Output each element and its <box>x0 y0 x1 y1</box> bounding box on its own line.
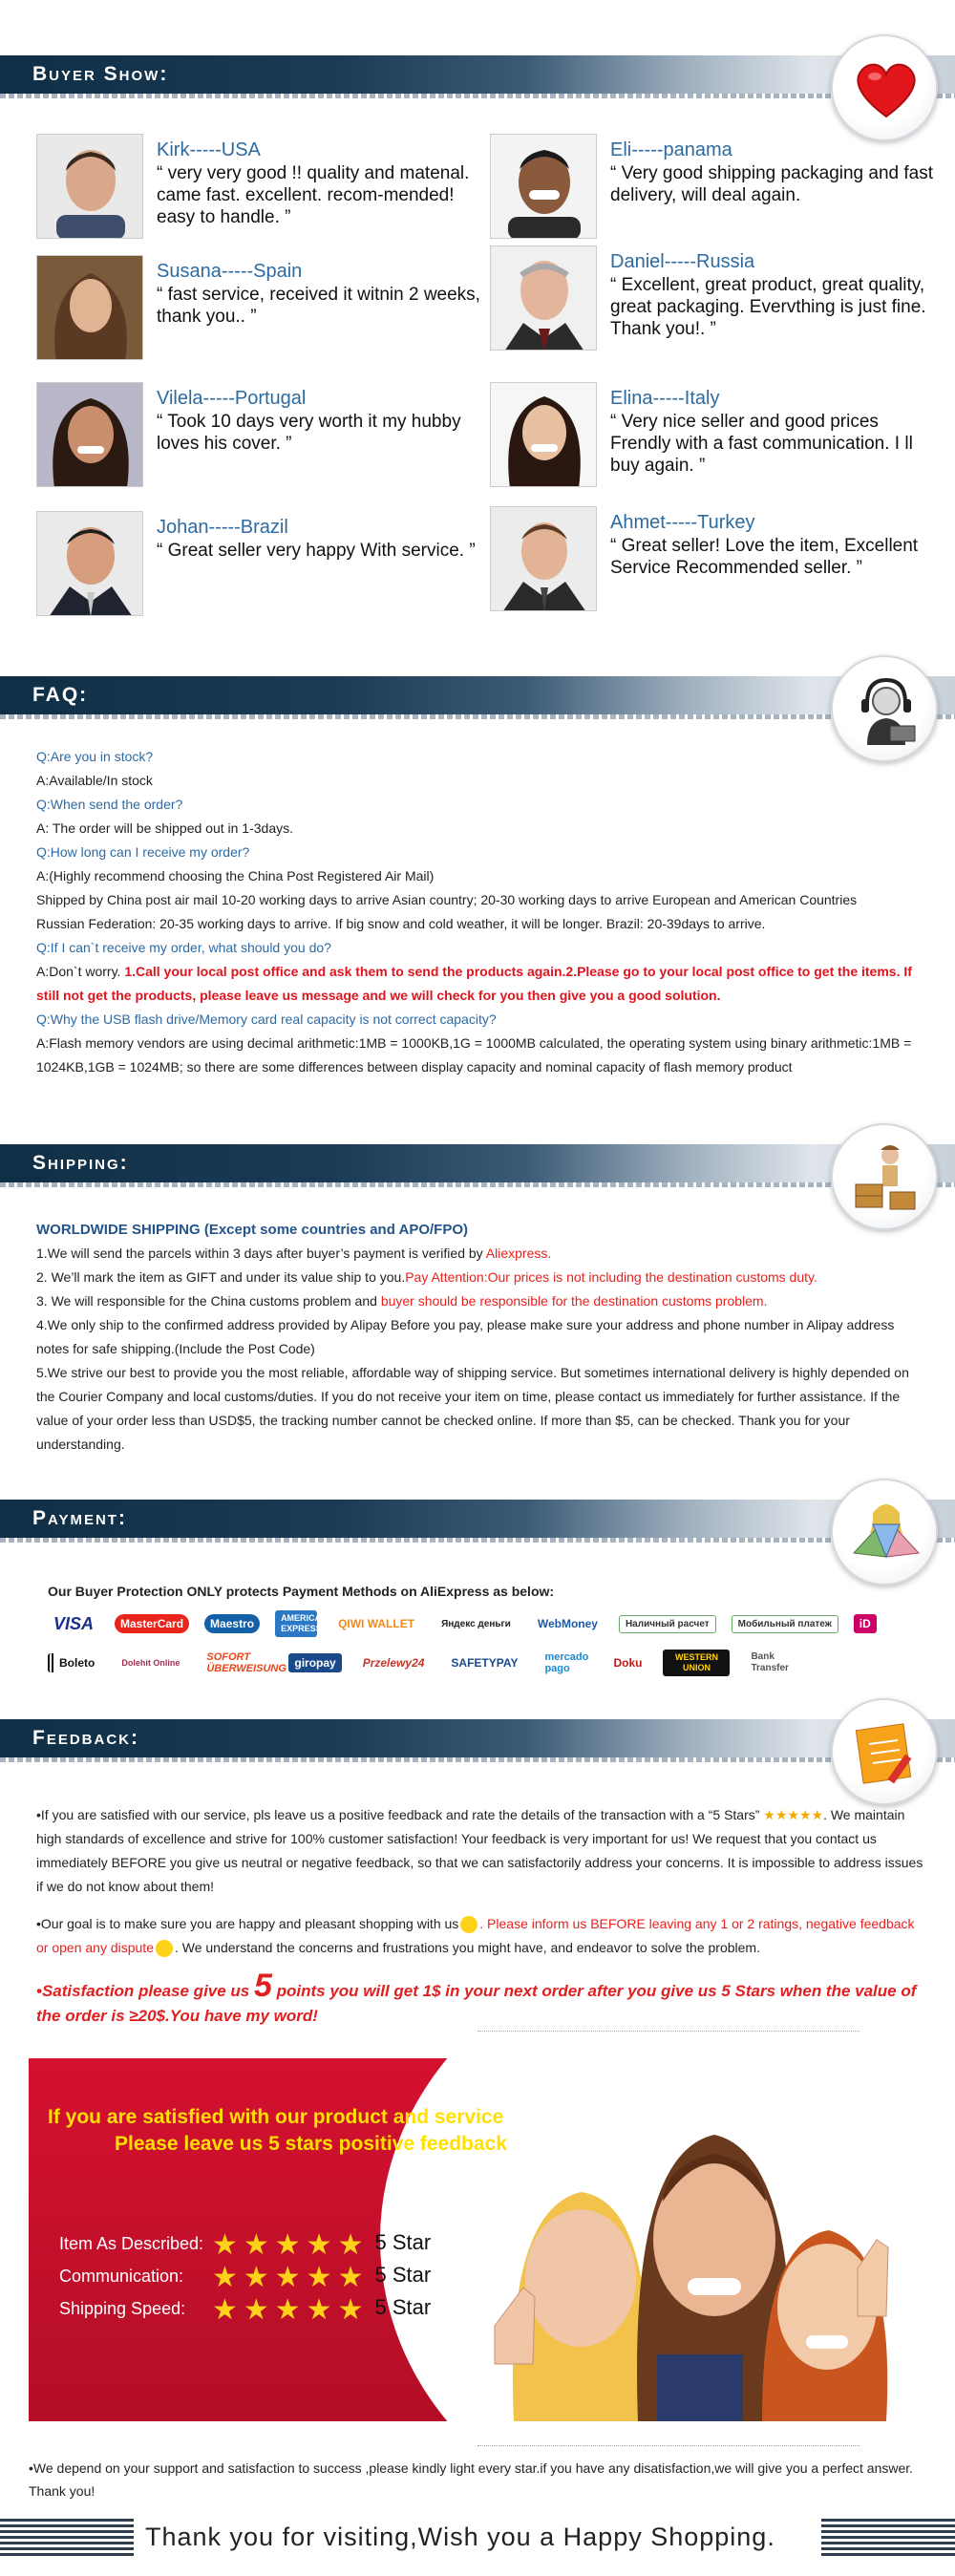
rating-label: Communication: <box>59 2267 184 2287</box>
faq-question: Q:How long can I receive my order? <box>36 844 250 860</box>
feedback-text: . We maintain high standards of excellence and strive for 100% customer satisfaction! Your feedback is very important for us! We request that you contact us immediately BEFORE you give us neutral or negative feedback, so that we can satisfactorily address your concerns. It is impossible to address issues if we do not know about them! <box>36 1807 923 1894</box>
doku-logo: Doku <box>613 1656 643 1670</box>
rating-label: Item As Described: <box>59 2234 204 2254</box>
banner-line-1: If you are satisfied with our product and service <box>48 2106 504 2128</box>
feedback-text: •If you are satisfied with our service, pls leave us a positive feedback and rate the details of the transaction with a “5 Stars” <box>36 1807 760 1822</box>
qiwi-logo: QIWI WALLET <box>338 1617 415 1630</box>
divider <box>478 2445 860 2446</box>
shipping-heading: WORLDWIDE SHIPPING (Except some countries and APO/FPO) <box>36 1222 468 1238</box>
debito-logo: Dolehit Online <box>121 1658 180 1668</box>
review-card <box>36 382 461 487</box>
feedback-paragraph <box>36 1803 924 1899</box>
money-fan-icon <box>848 1496 924 1572</box>
faq-body <box>36 745 924 1079</box>
faq-question: Q:When send the order? <box>36 797 183 812</box>
shipping-line: 5.We strive our best to provide you the most reliable, affordable way of shipping service. But sometimes international delivery is highly depended on the Courier Company and local customs/duties. If you do not receive your item on time, please contact us immediately for further assistance. If the value of your order less than USD$5, the tracking number cannot be checked online. If more than $5, can be checked. Thank you for your understanding. <box>36 1365 909 1452</box>
reviewer-name: Susana-----Spain <box>157 261 303 282</box>
faq-answer: A:Available/In stock <box>36 773 153 788</box>
parcel-badge <box>831 1123 938 1230</box>
faq-title: FAQ: <box>32 684 89 706</box>
payment-header <box>0 1500 955 1538</box>
faq-answer: A:Flash memory vendors are using decimal arithmetic:1MB = 1000KB,1G = 1000MB calculated, the operating system using binary arithmetic:1MB = 1024KB,1GB = 1024MB; so there are some differences between display capacity and nominal capacity of flash memory product <box>36 1035 912 1075</box>
rating-value: 5 Star <box>374 2295 432 2320</box>
reviewer-photo <box>36 134 143 239</box>
review-text: “ Took 10 days very worth it my hubby loves his cover. ” <box>157 412 461 454</box>
feedback-header <box>0 1719 955 1757</box>
faq-answer-prefix: A:Don`t worry. <box>36 964 125 979</box>
mobile-payment-logo: Мобильный платеж <box>732 1615 838 1633</box>
notepad-icon <box>848 1715 924 1792</box>
reviewer-photo <box>36 255 143 360</box>
feedback-highlight: . Please inform us BEFORE leaving any 1 or 2 ratings, negative feedback or open any dispute <box>36 1916 915 1955</box>
closing-note: •We depend on your support and satisfaction to success ,please kindly light every star.if you have any disatisfaction,we will give you a perfect answer. Thank you! <box>29 2460 914 2499</box>
offer-points: 5 <box>253 1968 272 2004</box>
review-card <box>490 245 926 351</box>
review-text: “ Very nice seller and good prices Frendly with a fast communication. I ll buy again. ” <box>610 412 913 476</box>
shipping-highlight: Pay Attention:Our prices is not including the destination customs duty. <box>405 1269 817 1285</box>
rating-value: 5 Star <box>374 2263 432 2288</box>
reviewer-name: Eli-----panama <box>610 139 732 160</box>
giropay-logo: giropay <box>288 1653 341 1672</box>
faq-header <box>0 676 955 714</box>
faq-answer: Russian Federation: 20-35 working days to arrive. If big snow and cold weather, it will be longer. Brazil: 20-39days to arrive. <box>36 916 766 931</box>
cash-logo: Наличный расчет <box>619 1615 716 1633</box>
review-card <box>36 255 480 360</box>
divider <box>478 2031 860 2032</box>
rating-stars-icon: ★★★★★ <box>212 2229 370 2261</box>
feedback-paragraph <box>36 1912 924 1960</box>
faq-answer <box>36 960 924 1008</box>
rating-row <box>59 2261 431 2294</box>
notepad-badge <box>831 1698 938 1805</box>
feedback-title: Feedback: <box>32 1727 139 1749</box>
feedback-text: . We understand the concerns and frustrations you might have, and endeavor to solve the problem. <box>174 1940 760 1955</box>
reviewer-photo <box>490 245 597 351</box>
przelewy-logo: Przelewy24 <box>362 1656 425 1670</box>
offer-text: points you will get 1$ in your next order after you give us 5 Stars when the value of the order is ≥20$.You have my word! <box>36 1982 917 2025</box>
review-text: “ Great seller very happy With service. ” <box>157 541 476 561</box>
payment-intro: Our Buyer Protection ONLY protects Payment Methods on AliExpress as below: <box>48 1584 555 1599</box>
payment-title: Payment: <box>32 1507 127 1529</box>
mercadopago-logo: mercado pago <box>544 1651 589 1674</box>
reviewer-name: Vilela-----Portugal <box>157 388 307 409</box>
reviewer-name: Johan-----Brazil <box>157 517 288 538</box>
five-stars-icon: ★★★★★ <box>763 1807 824 1822</box>
reviewer-photo <box>490 506 597 611</box>
reviewer-name: Ahmet-----Turkey <box>610 512 755 533</box>
reviewer-name: Elina-----Italy <box>610 388 720 409</box>
review-card <box>490 506 919 611</box>
footer-message: Thank you for visiting,Wish you a Happy Shopping. <box>145 2523 775 2551</box>
maestro-logo: Maestro <box>204 1614 260 1633</box>
faq-question: Q:If I can`t receive my order, what should you do? <box>36 940 331 955</box>
banner-line-2: Please leave us 5 stars positive feedback <box>115 2133 507 2155</box>
rating-value: 5 Star <box>374 2230 432 2255</box>
faq-answer: Shipped by China post air mail 10-20 working days to arrive Asian country; 20-30 working days to arrive European and American Countries <box>36 892 858 907</box>
ideal-logo: iD <box>854 1614 877 1633</box>
review-text: “ Excellent, great product, great quality, great packaging. Evervthing is just fine. Thank you!. ” <box>610 275 926 339</box>
reviewer-photo <box>490 382 597 487</box>
money-badge <box>831 1479 938 1586</box>
faq-answer: A:(Highly recommend choosing the China Post Registered Air Mail) <box>36 868 435 884</box>
shipping-header <box>0 1144 955 1182</box>
visa-logo: VISA <box>53 1613 95 1633</box>
shipping-highlight: buyer should be responsible for the destination customs problem. <box>380 1293 768 1309</box>
heart-badge <box>831 34 938 141</box>
shipping-title: Shipping: <box>32 1152 129 1174</box>
satisfaction-offer <box>36 1968 924 2029</box>
sad-face-icon <box>156 1940 173 1957</box>
reviewer-photo <box>36 511 143 616</box>
bank-transfer-logo: Bank Transfer <box>751 1651 789 1673</box>
feedback-banner <box>29 2058 905 2421</box>
safetypay-logo: SAFETYPAY <box>451 1656 519 1670</box>
faq-answer-highlight: 1.Call your local post office and ask them to send the products again.2.Please go to your local post office to get the items. If still not get the products, please leave us message and we will check for you then give you a good solution. <box>36 964 912 1003</box>
shipping-text: 2. We’ll mark the item as GIFT and under its value ship to you. <box>36 1269 406 1285</box>
shipping-text: 3. We will responsible for the China customs problem and <box>36 1293 381 1309</box>
reviewer-name: Kirk-----USA <box>157 139 261 160</box>
payment-body <box>48 1584 936 1677</box>
reviewer-photo <box>490 134 597 239</box>
review-text: “ very very good !! quality and matenal. came fast. excellent. recom-mended! easy to handle. ” <box>157 163 470 227</box>
buyer-show-title: Buyer Show: <box>32 63 169 85</box>
review-card <box>490 382 913 487</box>
smiley-icon <box>460 1916 478 1933</box>
headset-icon <box>848 672 924 749</box>
review-text: “ Great seller! Love the item, Excellent Service Recommended seller. ” <box>610 536 919 578</box>
footer <box>0 2519 955 2557</box>
faq-question: Q:Why the USB flash drive/Memory card real capacity is not correct capacity? <box>36 1011 497 1027</box>
shipping-line <box>36 1266 924 1289</box>
offer-text: •Satisfaction please give us <box>36 1982 254 2000</box>
boleto-logo: Boleto <box>48 1653 100 1672</box>
feedback-body <box>36 1803 924 2042</box>
shipping-text: 1.We will send the parcels within 3 days after buyer’s payment is verified by <box>36 1245 486 1261</box>
webmoney-logo: WebMoney <box>537 1617 598 1630</box>
reviewer-name: Daniel-----Russia <box>610 251 755 272</box>
shipping-line <box>36 1289 924 1313</box>
review-card <box>36 134 470 239</box>
western-union-logo: WESTERN UNION <box>663 1650 730 1676</box>
yandex-logo: Яндекс деньги <box>441 1618 511 1629</box>
feedback-text: •Our goal is to make sure you are happy and pleasant shopping with us <box>36 1916 459 1931</box>
shipping-highlight: Aliexpress. <box>485 1245 552 1261</box>
reviewer-photo <box>36 382 143 487</box>
review-text: “ Very good shipping packaging and fast delivery, will deal again. <box>610 163 934 205</box>
heart-icon <box>848 52 924 128</box>
happy-people-image <box>476 2097 896 2421</box>
rating-stars-icon: ★★★★★ <box>212 2262 370 2293</box>
parcel-icon <box>848 1140 924 1217</box>
review-card <box>36 511 476 616</box>
faq-answer: A: The order will be shipped out in 1-3days. <box>36 820 294 836</box>
amex-logo: AMERICAN EXPRESS <box>275 1610 317 1637</box>
shipping-line: 4.We only ship to the confirmed address provided by Alipay Before you pay, please make sure your address and phone number in Alipay address notes for safe shipping.(Include the Post Code) <box>36 1317 895 1356</box>
rating-label: Shipping Speed: <box>59 2299 186 2319</box>
mastercard-logo: MasterCard <box>115 1614 189 1633</box>
sofort-logo: SOFORT ÜBERWEISUNG <box>206 1651 286 1674</box>
rating-row <box>59 2228 431 2262</box>
payment-logos <box>48 1610 936 1677</box>
buyer-show-header <box>0 55 955 94</box>
review-card <box>490 134 934 239</box>
rating-stars-icon: ★★★★★ <box>212 2294 370 2326</box>
rating-row <box>59 2293 431 2327</box>
shipping-body <box>36 1218 924 1457</box>
faq-question: Q:Are you in stock? <box>36 749 154 764</box>
review-text: “ fast service, received it witnin 2 weeks, thank you.. ” <box>157 285 480 327</box>
shipping-line <box>36 1242 924 1266</box>
